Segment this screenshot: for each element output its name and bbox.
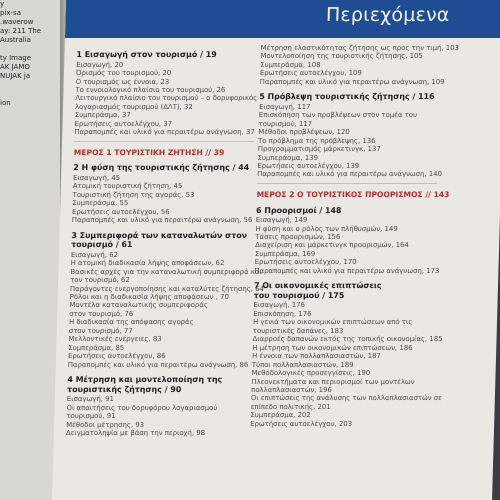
- toc-entry: Διαχείριση και μάρκετινγκ προορισμών, 164: [255, 241, 409, 250]
- adjacent-page-line: Australia: [0, 36, 31, 44]
- toc-entry: Παραπομπές και υλικό για περαιτέρω ανάγνωση, 140: [257, 170, 443, 179]
- toc-entry: Τάσεις προορισμών, 156: [255, 233, 341, 242]
- toc-entry: Η φύση και ο ρόλος των πλήθυσμών, 149: [255, 224, 398, 233]
- toc-entry: Μέτρηση ελαστικότητας ζήτησης ως προς την τιμή, 103: [260, 44, 460, 52]
- toc-entry: Η διαδικασία της απόφασης αγοράς: [68, 318, 194, 327]
- divider: [257, 183, 437, 184]
- toc-entry: Εισαγωγή, 62: [70, 250, 119, 259]
- chapter-heading: 4 Μέτρηση και μοντελοποίηση της: [67, 375, 223, 385]
- chapter-heading: 7 Οι οικονομικές επιπτώσεις: [253, 281, 382, 291]
- chapter-heading: 1 Εισαγωγή στον τουρισμό / 19: [76, 50, 217, 59]
- toc-entry: Μελλοντικές ενέργειες, 83: [68, 335, 162, 344]
- toc-entry: Η γενιά των οικονομικών επιπτώσεων από τις: [252, 318, 413, 327]
- toc-entry: λογαριασμός τουρισμού (ΔΛΤ), 32: [74, 102, 193, 111]
- toc-entry: Παράγοντες ενεργοποίησης και καταλύτες ζήτησης, 64: [69, 284, 265, 293]
- toc-entry: Μοντελοποίηση της τουριστικής ζήτησης, 105: [260, 52, 423, 61]
- toc-entry: Λειτουργικό πλαίσιο του τουρισμού – ο δορυφορικός: [75, 94, 258, 103]
- toc-entry: Παραπομπές και υλικό για περαιτέρω ανάγνωση, 173: [254, 266, 440, 275]
- toc-entry: Εισαγωγή, 20: [76, 60, 124, 69]
- toc-entry: Παραπομπές και υλικό για περαιτέρω ανάγνωση, 56: [71, 216, 253, 225]
- toc-entry: τουριστικές δαπάνες, 183: [252, 326, 344, 335]
- toc-entry: τουρισμού, 117: [258, 119, 313, 128]
- toc-entry: Παραπομπές και υλικό για περαιτέρω ανάγνωση, 86: [67, 360, 249, 369]
- part-heading: ΜΕΡΟΣ 2 Ο ΤΟΥΡΙΣΤΙΚΟΣ ΠΡΟΟΡΙΣΜΟΣ // 143: [256, 189, 450, 199]
- chapter-heading: 5 Πρόβλεψη τουριστικής ζήτησης / 116: [259, 92, 435, 102]
- toc-entry: Παραπομπές και υλικό για περαιτέρω ανάγνωση, 109: [259, 77, 445, 86]
- chapter-heading-continued: του τουρισμού / 175: [253, 290, 345, 300]
- toc-entry: τουρισμού, 91: [66, 412, 116, 421]
- toc-entry: Η μέτρηση των οικονομικών επιπτώσεων, 186: [252, 343, 413, 352]
- toc-entry: Ερωτήσεις αυτοελέγχου, 170: [254, 258, 357, 267]
- adjacent-page-line: [0, 81, 41, 90]
- toc-entry: Οι απαιτήσεις του δορυφόρου λογαριασμού: [66, 403, 218, 412]
- toc-entry: Ερωτήσεις αυτοελέγχου, 109: [259, 69, 362, 78]
- toc-entry: Συμπεράσμα, 169: [254, 249, 316, 258]
- toc-entry: Συμπεράσμα, 55: [72, 199, 129, 208]
- toc-entry: Οι επιπτώσεις της ανάλυσης των πολλαπλασιαστών σε: [250, 394, 443, 403]
- toc-entry: Ατομική τουριστική ζήτηση, 45: [72, 182, 183, 191]
- chapter-heading-continued: τουριστικής ζήτησης / 90: [67, 384, 182, 394]
- toc-entry: Επισκόπηση των προβλέψεων στον τομέα του: [258, 111, 418, 120]
- toc-entry: Προγραμματισμός μάρκετινγκ, 137: [257, 145, 381, 154]
- toc-left-column: [66, 44, 265, 438]
- adjacent-page-line: AK JAMO: [0, 63, 30, 71]
- toc-entry: Συμπεράσμα, 85: [68, 343, 125, 352]
- toc-entry: Εισαγωγή, 117: [258, 102, 311, 111]
- toc-entry: Επισκόπηση, 176: [253, 309, 312, 318]
- toc-entry: Ρόλοι και η διαδικασία λήψης αποφάσεων , 70: [69, 293, 230, 302]
- chapter-heading: 6 Προορισμοί / 148: [256, 205, 342, 215]
- toc-entry: Η έννοια των πολλαπλασιαστών, 187: [251, 352, 381, 361]
- adjacent-page-line: y: [0, 0, 5, 8]
- toc-entry: Μέθοδοι προβλέψεων, 120: [258, 128, 350, 137]
- adjacent-page-line: [0, 45, 41, 54]
- adjacent-page-text: [0, 0, 41, 108]
- toc-entry: Το πρόβλημα της πρόβλεψης, 136: [257, 136, 376, 145]
- toc-entry: Συμπεράσμα, 202: [250, 411, 311, 420]
- toc-entry: Μέθοδοι μέτρησης, 93: [66, 420, 145, 429]
- toc-entry: Δειγματοληψία με βάση την περιοχή, 98: [65, 429, 206, 438]
- adjacent-page-line: ay: 211 The: [0, 27, 42, 35]
- toc-entry: Όρισμός του τουρισμού, 20: [75, 69, 172, 78]
- adjacent-page-line: NUJAK ja: [0, 72, 31, 80]
- title-banner: [65, 0, 500, 38]
- divider: [74, 141, 254, 142]
- chapter-heading: 2 Η φύση της τουριστικής ζήτησης / 44: [73, 163, 250, 173]
- adjacent-page-line: ty Image: [0, 54, 32, 62]
- toc-entry: Τύποι πολλαπλασιαστών, 189: [251, 360, 354, 369]
- contents-page: [52, 0, 500, 500]
- toc-right-column: [250, 44, 491, 428]
- toc-entry: Ερωτήσεις αυτοελέγχου, 56: [71, 207, 170, 216]
- toc-entry: Βασικές αρχές για την καταναλωτική συμπεριφορά και: [70, 267, 262, 276]
- toc-entry: Τουριστική ζήτηση της αγοράς, 53: [72, 190, 195, 199]
- part-heading: ΜΕΡΟΣ 1 ΤΟΥΡΙΣΤΙΚΗ ΖΗΤΗΣΗ // 39: [73, 147, 225, 157]
- chapter-heading-continued: τουρισμό / 61: [71, 240, 133, 250]
- toc-entry: Η ατομική διαδικασία λήψης αποφάσεων, 62: [70, 259, 225, 268]
- toc-entry: Εισαγωγή, 91: [66, 395, 115, 404]
- toc-entry: στον τουρισμό, 77: [68, 326, 133, 335]
- toc-entry: Το εννοιολογικό πλαίσιο του τουρισμού, 26: [75, 85, 226, 94]
- adjacent-page-line: .waverow: [0, 18, 34, 26]
- toc-entry: Ερωτήσεις αυτοελέγχου, 86: [67, 352, 166, 361]
- chapter-heading: 3 Συμπεριφορά των καταναλωτών στον: [71, 230, 248, 240]
- toc-entry: επίπεδο πολιτικής, 201: [250, 402, 331, 411]
- toc-entry: Ερωτήσεις αυτοελέγχου, 139: [257, 162, 360, 171]
- toc-entry: Ερωτήσεις αυτοελέγχου, 37: [74, 119, 173, 128]
- toc-entry: τον τουρισμό, 62: [70, 276, 130, 285]
- toc-entry: Εισαγωγή, 45: [72, 173, 121, 182]
- toc-entry: πολλαπλασιαστών, 196: [250, 386, 332, 395]
- toc-entry: Μεθοδολογικές προσεγγίσεις, 190: [251, 369, 371, 378]
- toc-entry: Ο τουρισμός ως έννοια, 23: [75, 77, 170, 86]
- toc-entry: Συμπεράσμα, 139: [257, 153, 319, 162]
- adjacent-page-line: pix-sa: [0, 9, 21, 17]
- toc-entry: Εισαγωγή, 149: [255, 216, 308, 225]
- toc-entry: στον τουρισμό, 76: [69, 309, 134, 318]
- toc-entry: Συμπεράσμα, 108: [260, 60, 321, 69]
- toc-entry: Μοντέλα καταναλωτικής συμπεριφοράς: [69, 301, 209, 310]
- adjacent-page-line: ion: [0, 99, 11, 107]
- adjacent-page-line: [0, 90, 41, 99]
- toc-entry: Διαρροές δαπανών εκτός της τοπικής οικονομίας, 185: [252, 335, 443, 344]
- toc-entry: Πλεονεκτήματα και περιορισμοί των μοντέλων: [251, 377, 415, 386]
- toc-entry: Παραπομπές και υλικό για περαιτέρω ανάγνωση, 37: [74, 128, 255, 137]
- toc-entry: Εισαγωγή, 176: [253, 301, 306, 310]
- page-title: Περιεχόμενα: [325, 4, 450, 26]
- toc-entry: Ερωτήσεις αυτοελέγχου, 203: [250, 419, 353, 428]
- toc-entry: Συμπεράσμα, 37: [74, 111, 131, 120]
